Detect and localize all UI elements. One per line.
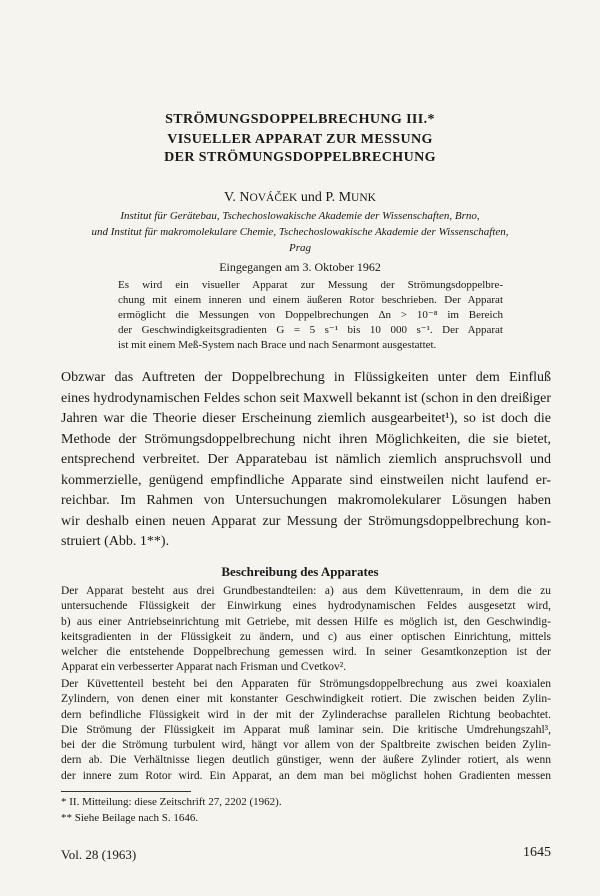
body-line: der innere zum Rotor wird. Ein Apparat, an dem man bei möglichst hohen Gradienten messen bbox=[61, 769, 551, 782]
body-line: Der Küvettenteil besteht bei den Apparaten für Strömungsdoppelbrechung aus zwei koaxialen bbox=[61, 678, 551, 690]
body-line: dern befindliche Flüssigkeit wird in der mit der Zylinderachse parallelen Richtung beobachtet. bbox=[61, 708, 551, 721]
author-1-surname: OVÁČEK bbox=[249, 192, 298, 204]
body-line: Die Strömung der Flüssigkeit im Apparat muß laminar sein. Die kritische Umdrehungszahl³, bbox=[61, 723, 551, 736]
intro-line: kommerzielle, genügend empfindliche Apparate sind einstweilen nicht laufend er- bbox=[61, 472, 551, 488]
body-line: bei der die Strömung turbulent wird, hängt vor allem von der Spaltbreite zwischen beiden Zylin- bbox=[61, 739, 551, 752]
author-2-initial: P. M bbox=[325, 190, 352, 205]
intro-line: Obzwar das Auftreten der Doppelbrechung in Flüssigkeiten unter dem Einfluß bbox=[61, 370, 551, 385]
body-paragraph-1 bbox=[61, 584, 551, 676]
author-joiner: und bbox=[297, 190, 326, 205]
intro-line: entsprechend verbreitet. Der Apparatebau ist nämlich ziemlich anspruchsvoll und bbox=[61, 452, 551, 467]
abstract-line: ist mit einem Meß-System nach Brace und nach Senarmont ausgestattet. bbox=[118, 339, 437, 351]
author-2-surname: UNK bbox=[351, 192, 376, 204]
body-line: dern ab. Die Verhältnisse liegen deutlich günstiger, wenn der äußere Zylinder rotiert, als wenn bbox=[61, 754, 551, 767]
body-paragraph-2 bbox=[61, 677, 551, 784]
section-heading: Beschreibung des Apparates bbox=[221, 564, 379, 579]
intro-line: Jahren war die Theorie dieser Erscheinung ziemlich ausgearbeitet¹), so ist doch die bbox=[61, 411, 551, 426]
article-title-line-2: VISUELLER APPARAT ZUR MESSUNG bbox=[167, 132, 433, 147]
body-line: keitsgradienten in der Flüssigkeit zu ändern, und c) aus einer optischen Einrichtung, mittels bbox=[61, 630, 551, 643]
intro-line: struiert (Abb. 1**). bbox=[61, 534, 170, 549]
body-line: Zylindern, von denen einer mit konstanter Geschwindigkeit rotiert. Die zwischen beiden Zylin- bbox=[61, 693, 551, 706]
affiliation-line-2: und Institut für makromolekulare Chemie, Tschechoslowakische Akademie der Wissenschaften, bbox=[91, 226, 509, 238]
affiliation-line-3: Prag bbox=[289, 242, 311, 254]
body-line: Apparat ein verbesserter Apparat nach Frisman und Cvetkov². bbox=[61, 661, 347, 674]
article-title-line-3: DER STRÖMUNGSDOPPELBRECHUNG bbox=[164, 150, 436, 165]
author-1-initial: V. N bbox=[224, 190, 250, 205]
body-line: untersuchende Flüssigkeit der Einwirkung eines hydrodynamischen Feldes ausgesetzt wird, bbox=[61, 600, 551, 613]
body-line: welcher die entstehende Doppelbrechung gemessen wird. In seiner Gesamtkonzeption ist der bbox=[61, 646, 551, 659]
intro-line: eines hydrodynamischen Feldes schon seit Maxwell bekannt ist (schon in den dreißiger bbox=[61, 390, 551, 406]
abstract-line: chung mit einem inneren und einem äußeren Rotor beschrieben. Der Apparat bbox=[118, 294, 503, 306]
intro-line: reichbar. Im Rahmen von Untersuchungen makromolekularer Lösungen haben bbox=[61, 493, 551, 508]
body-line: Der Apparat besteht aus drei Grundbestandteilen: a) aus dem Küvettenraum, in dem die zu bbox=[61, 585, 551, 597]
journal-volume: Vol. 28 (1963) bbox=[61, 847, 137, 862]
body-line: b) aus einer Antriebseinrichtung mit Getriebe, mit dessen Hilfe es möglich ist, den Geschwindig- bbox=[61, 615, 551, 628]
affiliation-line-1: Institut für Gerätebau, Tschechoslowakische Akademie der Wissenschaften, Brno, bbox=[120, 210, 480, 222]
abstract bbox=[118, 278, 503, 353]
abstract-line: ermöglicht die Messungen von Doppelbrechungen Δn > 10⁻⁸ im Bereich bbox=[118, 309, 503, 321]
intro-line: wir deshalb einen neuen Apparat zur Messung der Strömungsdoppelbrechung kon- bbox=[61, 513, 551, 529]
article-title-line-1: STRÖMUNGSDOPPELBRECHUNG III.* bbox=[165, 112, 435, 127]
abstract-line: Es wird ein visueller Apparat zur Messung der Strömungsdoppelbre- bbox=[118, 279, 503, 291]
footnote-2: ** Siehe Beilage nach S. 1646. bbox=[61, 812, 199, 824]
intro-line: Methode der Strömungsdoppelbrechung nicht ihren Möglichkeiten, die sie bietet, bbox=[61, 431, 551, 447]
intro-paragraph bbox=[61, 368, 551, 553]
footnote-1: * II. Mitteilung: diese Zeitschrift 27, 2202 (1962). bbox=[61, 796, 282, 808]
received-date: Eingegangen am 3. Oktober 1962 bbox=[219, 260, 381, 274]
footnote-divider bbox=[61, 791, 191, 792]
page-number: 1645 bbox=[523, 845, 551, 860]
authors bbox=[0, 189, 600, 207]
abstract-line: der Geschwindigkeitsgradienten G = 5 s⁻¹ bis 10 000 s⁻¹. Der Apparat bbox=[118, 324, 503, 336]
